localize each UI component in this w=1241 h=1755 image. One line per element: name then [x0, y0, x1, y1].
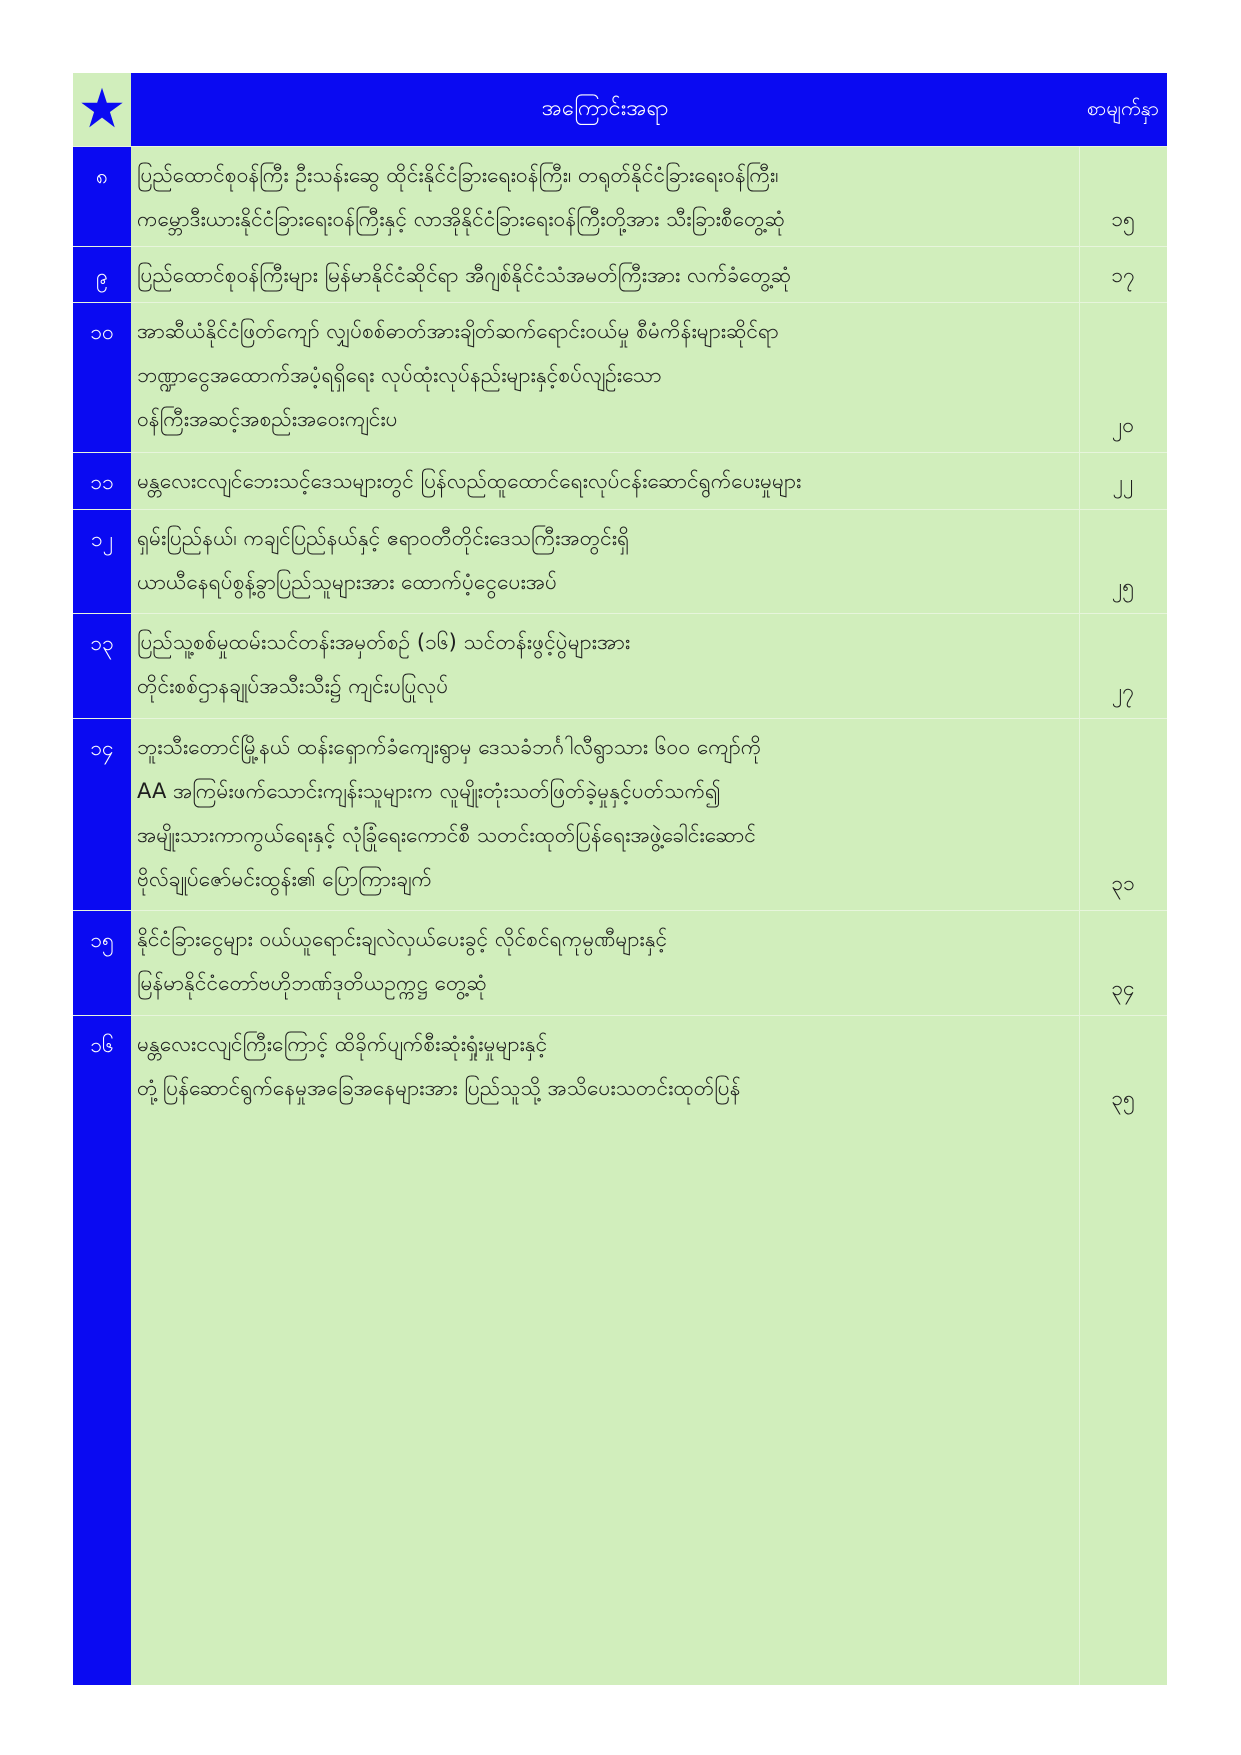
toc-row[interactable]	[73, 613, 1167, 719]
entry-title-line: ပြည်ထောင်စုဝန်ကြီး ဦးသန်းဆွေ ထိုင်းနိုင်ငံခြားရေးဝန်ကြီး၊ တရုတ်နိုင်ငံခြားရေးဝန်ကြီး၊	[137, 163, 779, 187]
table-of-contents	[73, 73, 1167, 1685]
entry-page: ၂၇	[1111, 679, 1135, 703]
entry-page: ၃၁	[1111, 871, 1135, 895]
entry-number: ၁၁	[90, 470, 114, 494]
entry-title	[137, 516, 1073, 604]
toc-row[interactable]	[73, 246, 1167, 303]
entry-number: ၁၃	[90, 631, 114, 655]
entry-page: ၃၅	[1111, 1086, 1135, 1110]
toc-row[interactable]	[73, 146, 1167, 247]
entry-title-line: အာဆီယံနိုင်ငံဖြတ်ကျော် လျှပ်စစ်ဓာတ်အားချိတ်ဆက်ရောင်းဝယ်မှု စီမံကိန်းများဆိုင်ရာ	[137, 319, 779, 343]
entry-title-line: ဘဏ္ဍာငွေအထောက်အပံ့ရရှိရေး လုပ်ထုံးလုပ်နည်းများနှင့်စပ်လျဉ်းသော	[137, 363, 662, 387]
entry-number: ၁၀	[90, 320, 114, 344]
entry-number: ၁၄	[90, 736, 114, 760]
entry-title-line: တုံ့ပြန်ဆောင်ရွက်နေမှုအခြေအနေများအား ပြည်သူသို့ အသိပေးသတင်းထုတ်ပြန်	[137, 1076, 741, 1100]
entry-title	[137, 725, 1073, 901]
entry-number: ၈	[96, 164, 108, 188]
star-icon	[80, 86, 124, 134]
entry-page: ၂၀	[1111, 413, 1135, 437]
entry-title	[137, 153, 1073, 241]
entry-title-line: ဝန်ကြီးအဆင့်အစည်းအဝေးကျင်းပ	[137, 407, 398, 431]
entry-number: ၉	[96, 264, 108, 288]
entry-page: ၁၇	[1111, 263, 1135, 287]
toc-row[interactable]	[73, 509, 1167, 614]
entry-page: ၂၂	[1112, 470, 1134, 494]
header-page-label: စာမျက်နှာ	[1079, 73, 1167, 146]
entry-title-line: ဗိုလ်ချုပ်ဇော်မင်းထွန်း၏ ပြောကြားချက်	[137, 867, 432, 891]
entry-title-line: မန္တလေးငလျင်ဘေးသင့်ဒေသများတွင် ပြန်လည်ထူထောင်ရေးလုပ်ငန်းဆောင်ရွက်ပေးမှုများ	[137, 469, 802, 493]
header-star-cell	[73, 73, 131, 146]
toc-row[interactable]	[73, 1015, 1167, 1126]
entry-page: ၁၅	[1111, 207, 1135, 231]
entry-number: ၁၆	[90, 1033, 114, 1057]
entry-page: ၂၅	[1111, 574, 1135, 598]
entry-title-line: ဘူးသီးတောင်မြို့နယ် ထန်းရှောက်ခံကျေးရွာမှ ဒေသခံဘင်္ဂါလီရွာသား ၆၀၀ ကျော်ကို	[137, 735, 762, 759]
entry-title-line: ပြည်ထောင်စုဝန်ကြီးများ မြန်မာနိုင်ငံဆိုင်ရာ အီဂျစ်နိုင်ငံသံအမတ်ကြီးအား လက်ခံတွေ့ဆုံ	[137, 263, 792, 287]
entry-title-line: အမျိုးသားကာကွယ်ရေးနှင့် လုံခြုံရေးကောင်စီ သတင်းထုတ်ပြန်ရေးအဖွဲ့ခေါင်းဆောင်	[137, 823, 756, 847]
entry-page: ၃၄	[1111, 976, 1135, 1000]
entry-title-line: တိုင်းစစ်ဌာနချုပ်အသီးသီး၌ ကျင်းပပြုလုပ်	[137, 674, 449, 698]
entry-number: ၁၅	[90, 928, 114, 952]
entry-title	[137, 459, 1073, 503]
entry-title-line: ယာယီနေရပ်စွန့်ခွာပြည်သူများအား ထောက်ပံ့ငွေပေးအပ်	[137, 570, 558, 594]
entry-title-line: ကမ္ဘောဒီးယားနိုင်ငံခြားရေးဝန်ကြီးနှင့် လာအိုနိုင်ငံခြားရေးဝန်ကြီးတို့အား သီးခြားစီတွေ့ဆုံ	[137, 207, 785, 231]
entry-title-line: AA အကြမ်းဖက်သောင်းကျန်းသူများက လူမျိုးတုံးသတ်ဖြတ်ခဲ့မှုနှင့်ပတ်သက်၍	[137, 779, 721, 803]
entry-number: ၁၂	[90, 527, 114, 551]
toc-row[interactable]	[73, 718, 1167, 911]
entry-title	[137, 1022, 1073, 1110]
entry-title-line: မြန်မာနိုင်ငံတော်ဗဟိုဘဏ်ဒုတိယဥက္ကဋ္ဌ တွေ့ဆုံ	[137, 971, 487, 995]
toc-row[interactable]	[73, 302, 1167, 453]
entry-title-line: ပြည်သူ့စစ်မှုထမ်းသင်တန်းအမှတ်စဉ် (၁၆) သင်တန်းဖွင့်ပွဲများအား	[137, 630, 631, 654]
entry-title	[137, 917, 1073, 1005]
toc-row[interactable]	[73, 910, 1167, 1016]
entry-title-line: မန္တလေးငလျင်ကြီးကြောင့် ထိခိုက်ပျက်စီးဆုံးရှုံးမှုများနှင့်	[137, 1032, 548, 1056]
entry-title	[137, 620, 1073, 708]
entry-title-line: ရှမ်းပြည်နယ်၊ ကချင်ပြည်နယ်နှင့် ဧရာဝတီတိုင်းဒေသကြီးအတွင်းရှိ	[137, 526, 630, 550]
toc-row[interactable]	[73, 452, 1167, 510]
entry-title-line: နိုင်ငံခြားငွေများ ဝယ်ယူရောင်းချလဲလှယ်ပေးခွင့် လိုင်စင်ရကုမ္ပဏီများနှင့်	[137, 927, 668, 951]
header-title: အကြောင်းအရာ	[131, 73, 1079, 146]
entry-title	[137, 309, 1073, 441]
entry-title	[137, 253, 1073, 297]
